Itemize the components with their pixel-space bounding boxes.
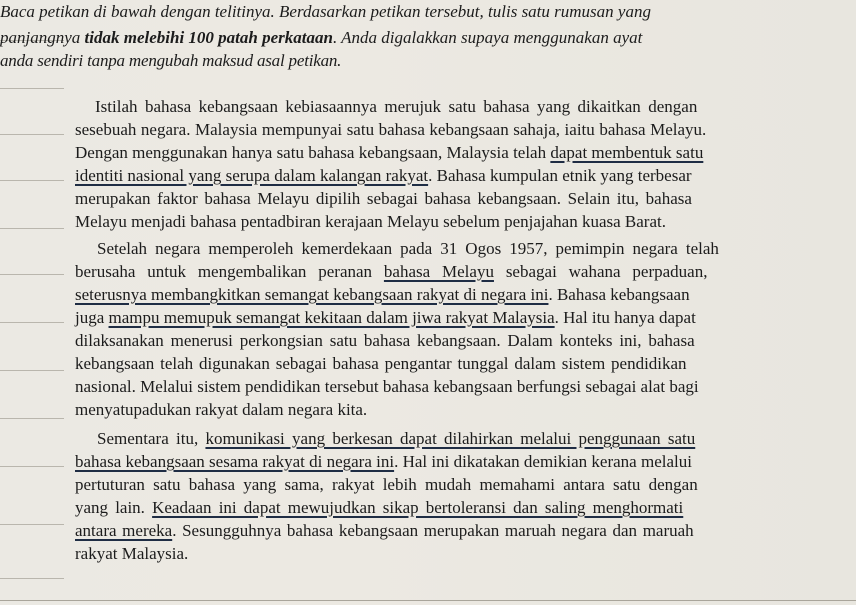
passage-line: [75, 261, 707, 283]
passage-line: Istilah bahasa kebangsaan kebiasaannya merujuk satu bahasa yang dikaitkan dengan: [95, 97, 698, 116]
underlined-key-point: bahasa Melayu: [383, 262, 494, 281]
ruled-line: [0, 524, 64, 525]
underlined-key-point: dapat membentuk satu: [550, 143, 704, 162]
passage-text: . Bahasa kumpulan etnik yang terbesar: [428, 166, 692, 185]
passage-line: sesebuah negara. Malaysia mempunyai satu bahasa kebangsaan sahaja, iaitu bahasa Melayu.: [75, 120, 707, 139]
passage-text: . Bahasa kebangsaan: [548, 285, 690, 304]
word-limit-emphasis: tidak melebihi 100 patah perkataan: [84, 28, 333, 47]
page-bottom-rule: [0, 600, 856, 601]
passage-line: merupakan faktor bahasa Melayu dipilih sebagai bahasa kebangsaan. Selain itu, bahasa: [75, 189, 692, 208]
underlined-key-point: antara mereka: [75, 521, 173, 540]
instruction-line-1: Baca petikan di bawah dengan telitinya. Berdasarkan petikan tersebut, tulis satu rumusan yang: [0, 2, 651, 21]
underlined-key-point: Keadaan ini dapat mewujudkan sikap bertoleransi dan saling menghormati: [152, 498, 684, 517]
passage-line: [75, 165, 692, 187]
underlined-key-point: bahasa kebangsaan sesama rakyat di negara ini: [75, 452, 395, 471]
passage-line: pertuturan satu bahasa yang sama, rakyat lebih mudah memahami antara satu dengan: [75, 475, 698, 494]
instruction-text: panjangnya: [0, 28, 85, 47]
passage-line: nasional. Melalui sistem pendidikan tersebut bahasa kebangsaan berfungsi sebagai alat bagi: [75, 377, 699, 396]
passage-line: Melayu menjadi bahasa pentadbiran kerajaan Melayu sebelum penjajahan kuasa Barat.: [75, 212, 666, 231]
underlined-key-point: seterusnya membangkitkan semangat kebangsaan rakyat di negara ini: [75, 285, 549, 304]
ruled-line: [0, 322, 64, 323]
ruled-line: [0, 370, 64, 371]
passage-line: [75, 451, 692, 473]
underlined-key-point: mampu memupuk semangat kekitaan dalam jiwa rakyat Malaysia: [108, 308, 555, 327]
passage-line: [75, 284, 690, 306]
passage-text: . Hal ini dikatakan demikian kerana melalui: [394, 452, 692, 471]
ruled-line: [0, 418, 64, 419]
passage-line: [75, 142, 703, 164]
passage-line: kebangsaan telah digunakan sebagai bahasa pengantar tunggal dalam sistem pendidikan: [75, 354, 687, 373]
ruled-line: [0, 578, 64, 579]
passage-text: sebagai wahana perpaduan,: [493, 262, 708, 281]
passage-text: . Sesungguhnya bahasa kebangsaan merupakan maruah negara dan maruah: [172, 521, 694, 540]
ruled-line: [0, 134, 64, 135]
passage-text: . Hal itu hanya dapat: [554, 308, 696, 327]
instruction-line-2: [0, 27, 781, 49]
passage-text: berusaha untuk mengembalikan peranan: [75, 262, 384, 281]
instruction-line-3: anda sendiri tanpa mengubah maksud asal petikan.: [0, 51, 342, 70]
passage-line: menyatupadukan rakyat dalam negara kita.: [75, 400, 368, 419]
underlined-key-point: komunikasi yang berkesan dapat dilahirkan melalui penggunaan satu: [205, 429, 696, 448]
passage-text: Dengan menggunakan hanya satu bahasa kebangsaan, Malaysia telah: [75, 143, 551, 162]
passage-text: Sementara itu,: [97, 429, 206, 448]
passage-line: rakyat Malaysia.: [75, 544, 189, 563]
underlined-key-point: identiti nasional yang serupa dalam kalangan rakyat: [75, 166, 429, 185]
passage-line: [75, 497, 683, 519]
ruled-line: [0, 228, 64, 229]
passage-line: dilaksanakan menerusi perkongsian satu bahasa kebangsaan. Dalam konteks ini, bahasa: [75, 331, 695, 350]
passage-text: yang lain.: [75, 498, 153, 517]
passage-line: [75, 307, 696, 329]
passage-line: [75, 520, 694, 542]
instruction-text: . Anda digalakkan supaya menggunakan ayat: [332, 28, 643, 47]
passage-text: juga: [75, 308, 109, 327]
ruled-line: [0, 88, 64, 89]
ruled-line: [0, 466, 64, 467]
passage-line: [97, 428, 695, 450]
ruled-line: [0, 180, 64, 181]
passage-line: Setelah negara memperoleh kemerdekaan pada 31 Ogos 1957, pemimpin negara telah: [97, 239, 719, 258]
ruled-line: [0, 274, 64, 275]
